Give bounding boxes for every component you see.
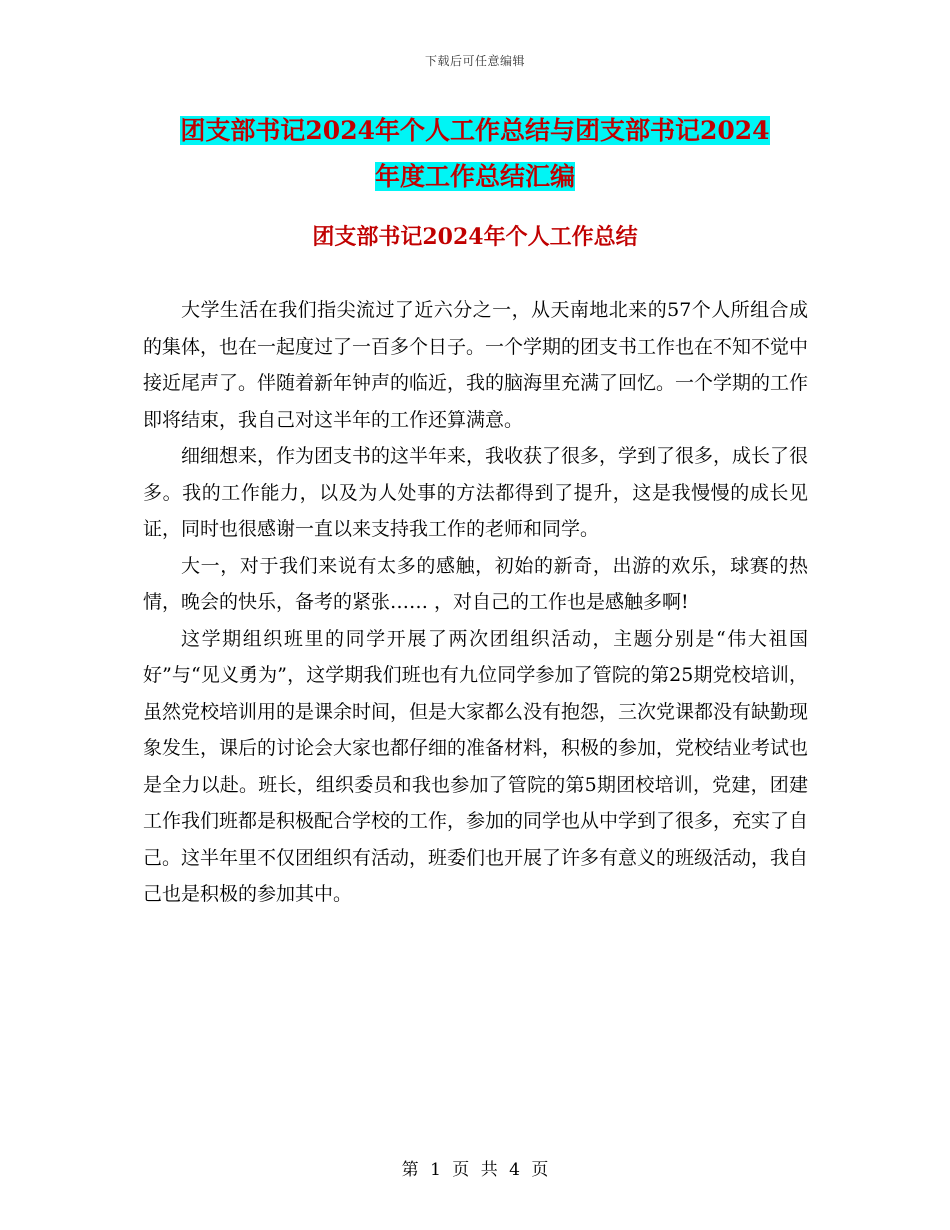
section-title: 团支部书记2024年个人工作总结 <box>312 224 638 250</box>
document-title-line-2: 年度工作总结汇编 <box>374 162 575 191</box>
paragraph: 大学生活在我们指尖流过了近六分之一，从天南地北来的57个人所组合成的集体，也在一起度过了一百多个日子。一个学期的团支书工作也在不知不觉中接近尾声了。伴随着新年钟声的临近，我的脑海里充满了回忆。一个学期的工作即将结束，我自己对这半年的工作还算满意。 <box>143 299 809 431</box>
document-title-line-1: 团支部书记2024年个人工作总结与团支部书记2024 <box>180 116 770 145</box>
page-number-footer: 第 1 页 共 4 页 <box>401 1160 549 1180</box>
paragraph: 这学期组织班里的同学开展了两次团组织活动，主题分别是“伟大祖国好”与“见义勇为”，这学期我们班也有九位同学参加了管院的第25期党校培训，虽然党校培训用的是课余时间，但是大家都么没有抱怨，三次党课都没有缺勤现象发生，课后的讨论会大家也都仔细的准备材料，积极的参加，党校结业考试也是全力以赴。班长，组织委员和我也参加了管院的第5期团校培训，党建，团建工作我们班都是积极配合学校的工作，参加的同学也从中学到了很多，充实了自己。这半年里不仅团组织有活动，班委们也开展了许多有意义的班级活动，我自己也是积极的参加其中。 <box>143 627 809 905</box>
paragraph: 大一，对于我们来说有太多的感触，初始的新奇，出游的欢乐，球赛的热情，晚会的快乐，备考的紧张…… ，对自己的工作也是感触多啊! <box>143 554 808 613</box>
body-text <box>143 292 808 913</box>
document-title <box>0 108 950 200</box>
paragraph: 细细想来，作为团支书的这半年来，我收获了很多，学到了很多，成长了很多。我的工作能力，以及为人处事的方法都得到了提升，这是我慢慢的成长见证，同时也很感谢一直以来支持我工作的老师和同学。 <box>143 445 809 540</box>
page-header-note: 下载后可任意编辑 <box>424 54 525 68</box>
